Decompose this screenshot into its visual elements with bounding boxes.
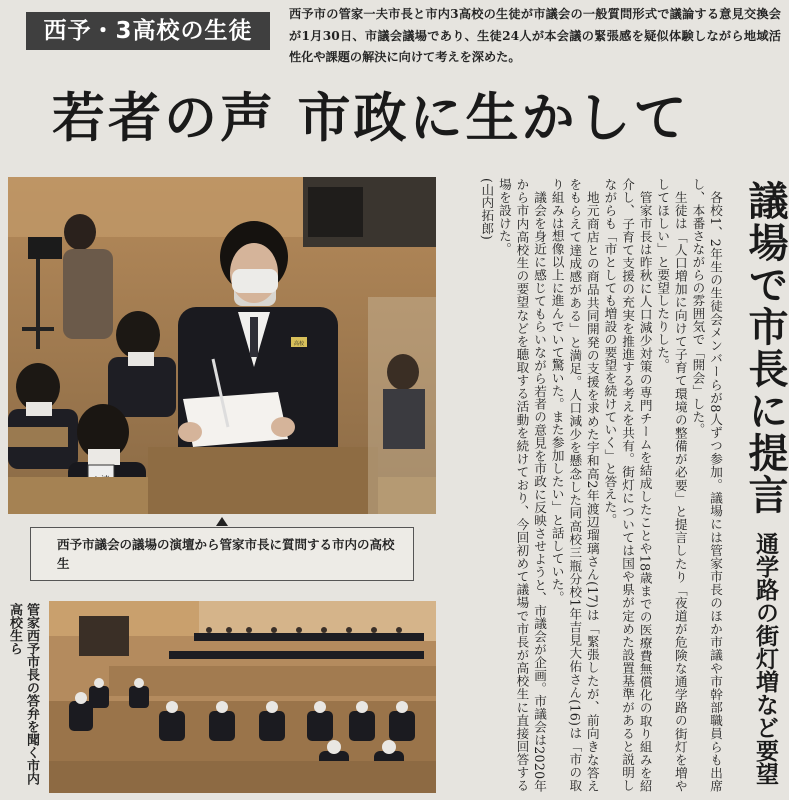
badge-text: 高校 [293,341,305,347]
photo-student-at-podium [8,177,436,514]
body-paragraph: 地元商店との商品共同開発の支援を求めた宇和高2年渡辺瑠璃さん(17)は「緊張したが、前向きな答えをもらえて達成感がある」と満足。人口減少を懸念した同高校三瓶分校1年吉見大佑さん(16)は「市の取り組みは想像以上に進んでいて驚いた。また参加したい」と話していた。 [549,178,600,792]
body-paragraph: 生徒は「人口増加に向けて子育て環境の整備が必要」と提言したり「夜道が危険な通学路の街灯を増やしてほしい」と要望したりした。 [655,178,688,792]
caption-pointer-icon [216,517,228,526]
photo2-caption: 管家西予市長の答弁を聞く市内高校生ら [7,603,39,785]
kicker-label: 西予・3高校の生徒 [26,12,270,50]
byline: (山内拓郎) [479,178,495,241]
subheadline-sub: 通学路の街灯増など要望 [752,531,778,785]
body-paragraph: 管家市長は昨秋に人口減少対策の専門チームを結成したことや18歳までの医療費無償化の取り組みを紹介し、子育て支援の充実を推進する考えを共有。街灯については国や県が定めた設置基準があると説明しながらも「市としても増設の要望を続けていく」と答えた。 [602,178,653,792]
lead-paragraph: 西予市の管家一夫市長と市内3高校の生徒が市議会の一般質問形式で議論する意見交換会が1月30日、市議会議場であり、生徒24人が本会議の緊張感を疑似体験しながら地域活性化や課題の解決に向けて考えを深めた。 [289,7,781,64]
photo1-caption: 西予市議会の議場の演壇から管家市長に質問する市内の高校生 [30,527,414,581]
photo-assembly-hall [49,601,436,793]
subheadline [728,180,788,795]
body-paragraph: 議会を身近に感じてもらいながら若者の意見を市政に反映させようと、市議会が企画。市議会は2020年から市内高校生の要望などを聴取する活動を続けており、今回初めて議場で市長が高校生に直接回答する場を設けた。 [496,178,548,792]
body-paragraph: 各校1、2年生の生徒会メンバーらが8人ずつ参加。議場には管家市長のほか市議や市幹部職員らも出席し、本番さながらの雰囲気で「開会」した。 [690,178,723,792]
article-body [442,178,724,792]
headline: 若者の声 市政に生かして [52,87,690,149]
subheadline-main: 議場で市長に提言 [742,180,788,516]
